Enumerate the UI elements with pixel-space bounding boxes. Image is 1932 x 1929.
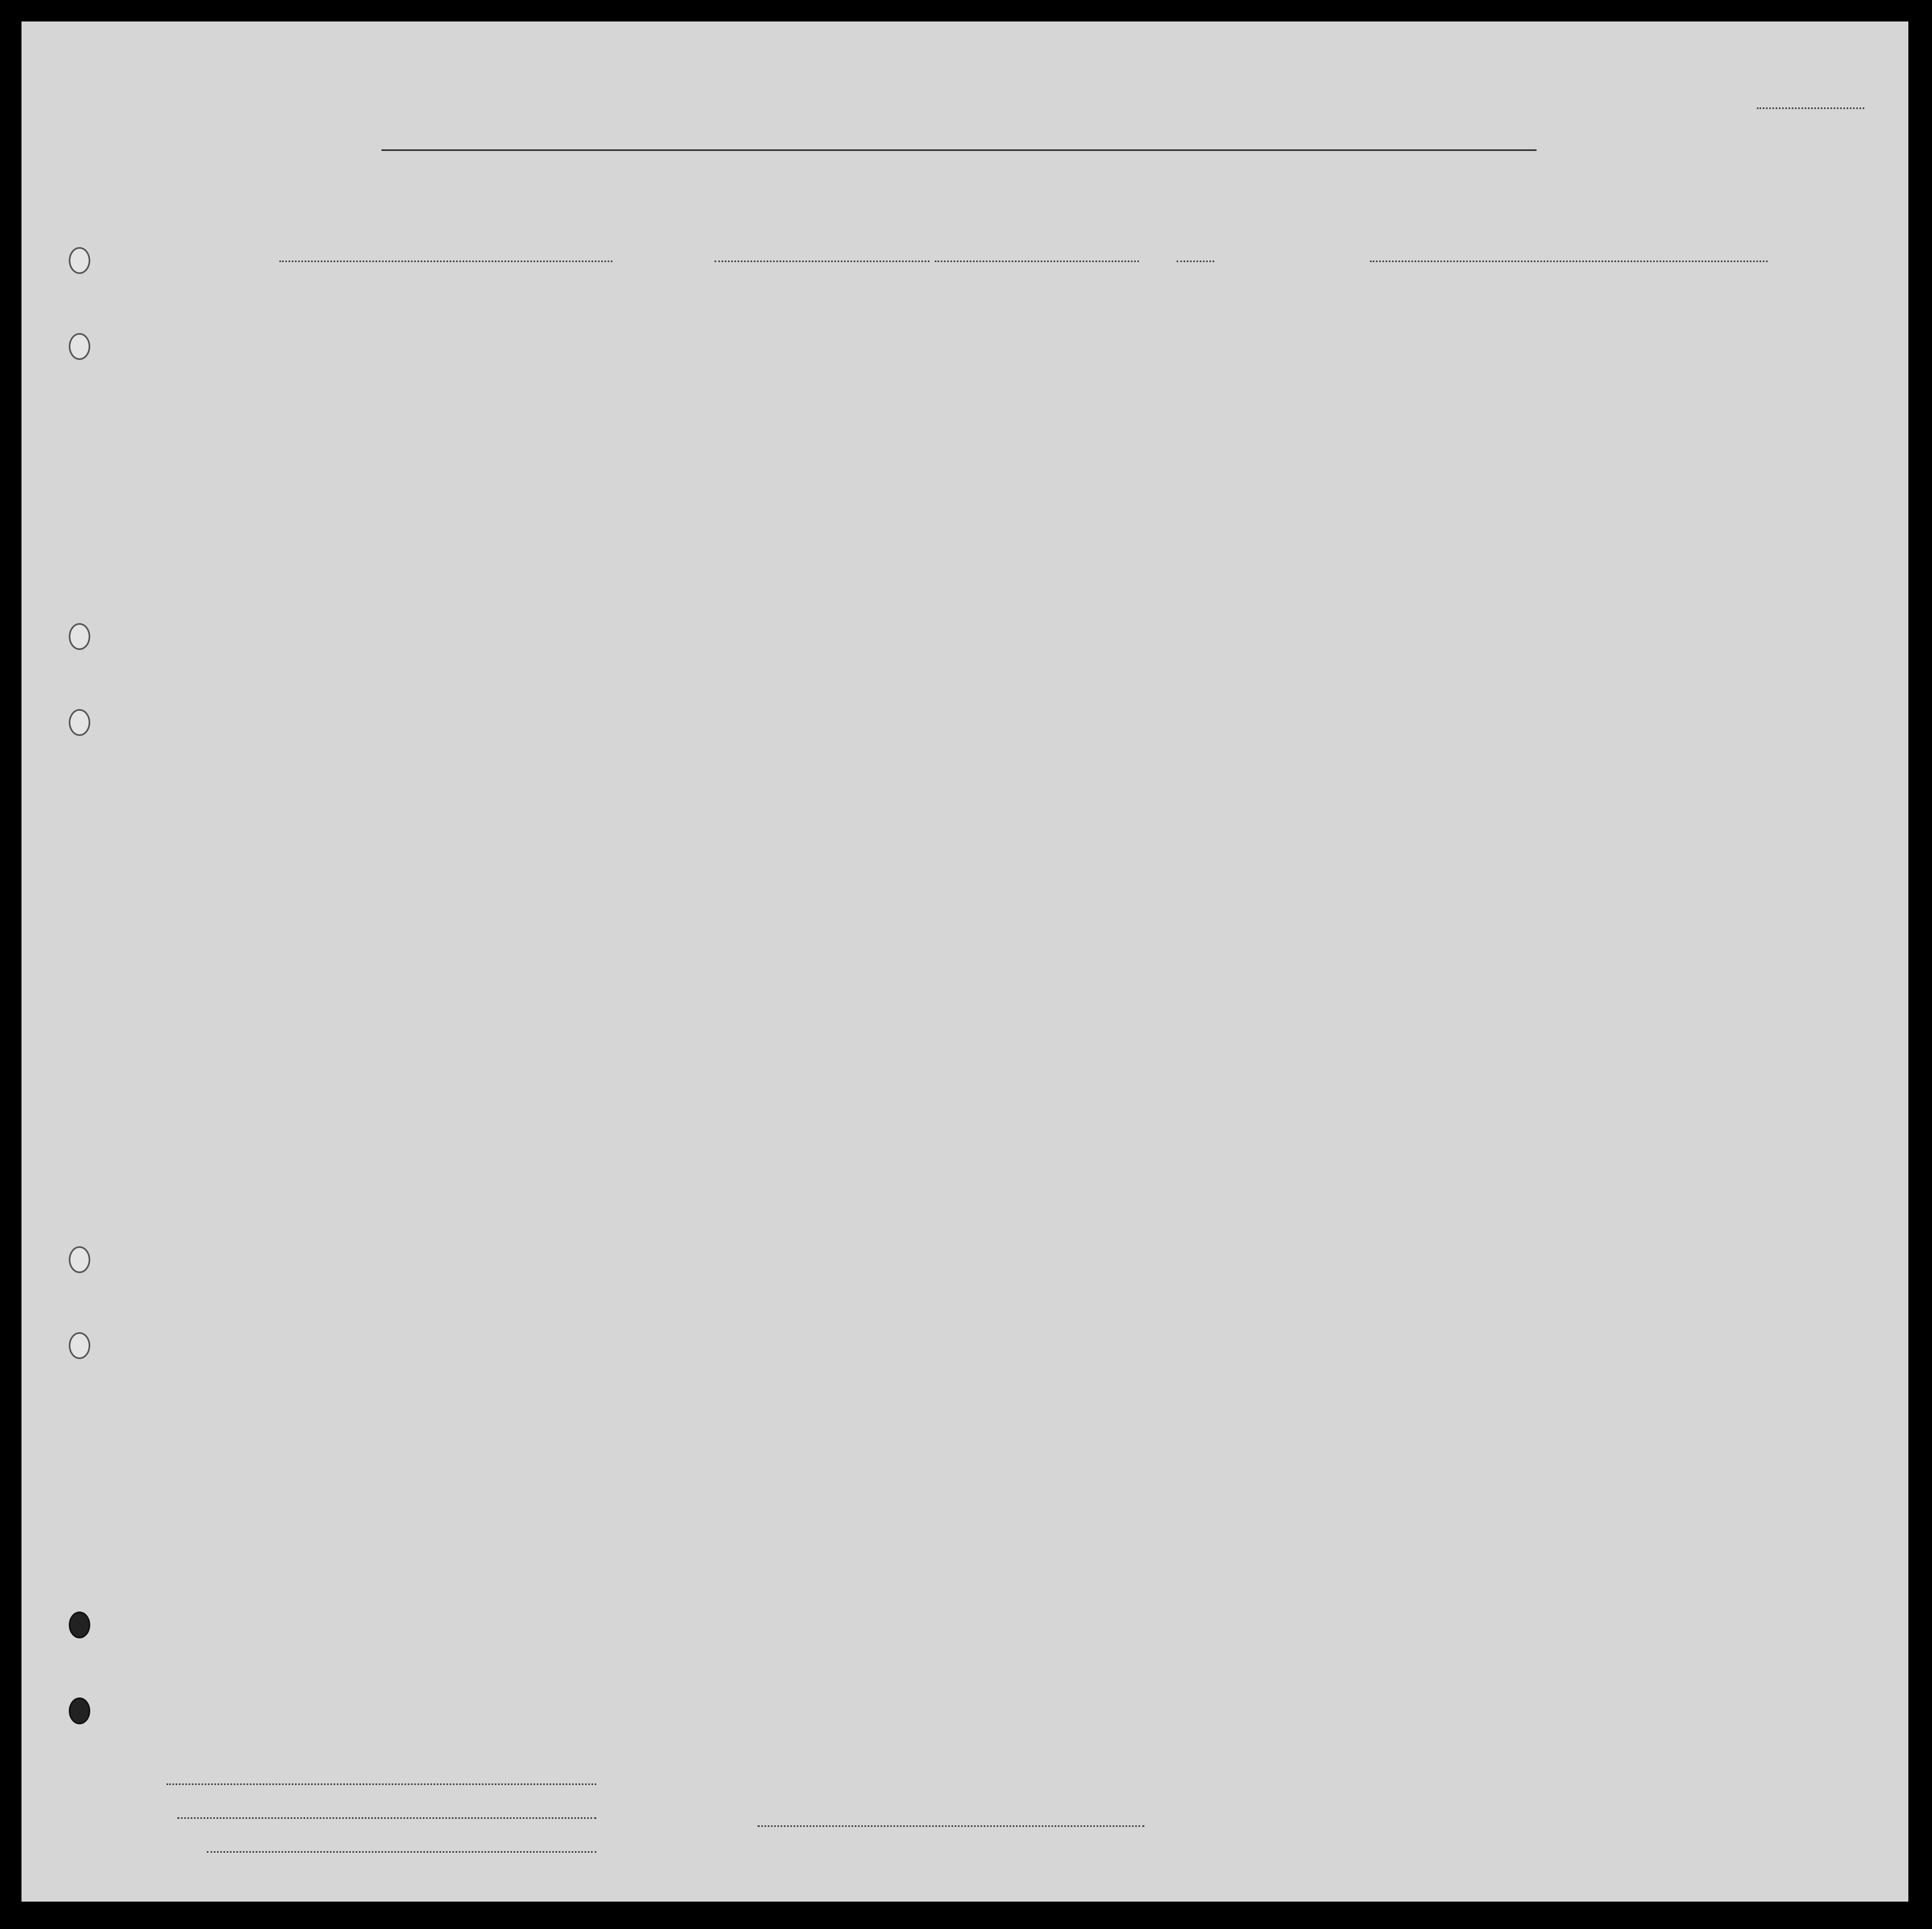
footer-owners-field — [177, 1817, 596, 1819]
inspector-line — [758, 1825, 1144, 1827]
grid-lines — [21, 21, 1908, 1902]
footer-agents-field — [207, 1851, 596, 1853]
footer-line-field — [167, 1783, 596, 1785]
manifest-page — [21, 21, 1908, 1902]
